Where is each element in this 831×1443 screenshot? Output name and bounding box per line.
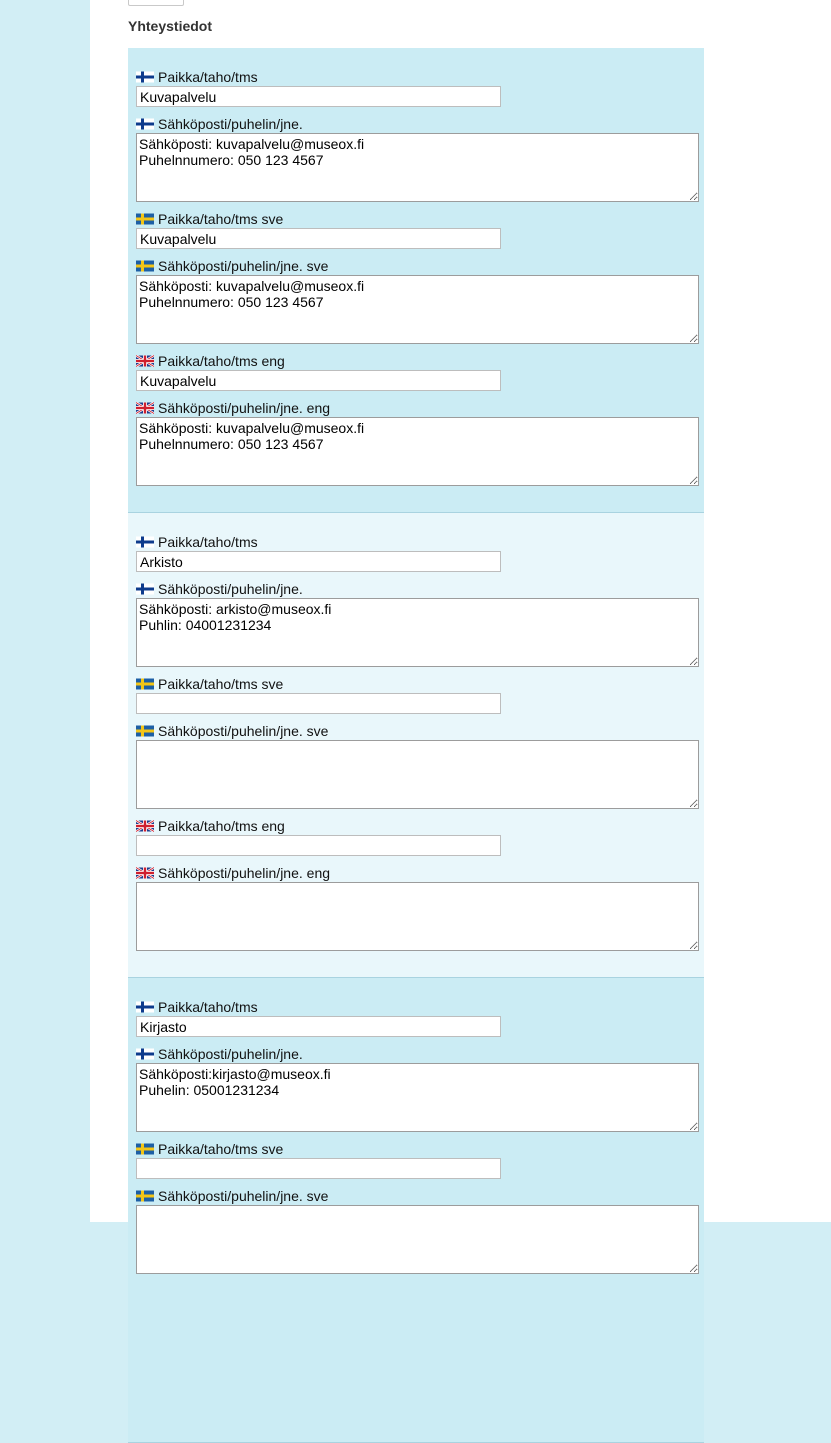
place-input-fi[interactable] (136, 1016, 501, 1037)
contact-group (128, 48, 704, 513)
field-place-sv (136, 1140, 696, 1179)
contact-textarea-en[interactable] (136, 417, 699, 486)
place-input-sv[interactable] (136, 1158, 501, 1179)
field-label: Paikka/taho/tms sve (158, 211, 284, 227)
field-contact-fi (136, 580, 696, 667)
field-label: Sähköposti/puhelin/jne. eng (158, 865, 331, 881)
sweden-flag-icon (136, 725, 154, 737)
place-input-en[interactable] (136, 835, 501, 856)
contact-textarea-sv[interactable] (136, 275, 699, 344)
field-place-fi (136, 998, 696, 1037)
field-place-en (136, 352, 696, 391)
uk-flag-icon (136, 355, 154, 367)
field-label: Paikka/taho/tms (158, 534, 258, 550)
place-input-sv[interactable] (136, 693, 501, 714)
place-input-en[interactable] (136, 370, 501, 391)
field-place-en (136, 817, 696, 856)
uk-flag-icon (136, 402, 154, 414)
sweden-flag-icon (136, 678, 154, 690)
contact-textarea-en[interactable] (136, 882, 699, 951)
sweden-flag-icon (136, 1190, 154, 1202)
field-label: Sähköposti/puhelin/jne. eng (158, 400, 331, 416)
field-place-fi (136, 533, 696, 572)
field-label: Paikka/taho/tms (158, 999, 258, 1015)
contact-group (128, 978, 704, 1443)
finland-flag-icon (136, 71, 154, 83)
contact-group (128, 513, 704, 978)
top-button-stub[interactable] (128, 0, 184, 6)
field-label: Paikka/taho/tms eng (158, 818, 285, 834)
field-label: Sähköposti/puhelin/jne. (158, 1046, 303, 1062)
field-contact-en (136, 399, 696, 486)
field-label: Paikka/taho/tms (158, 69, 258, 85)
contact-textarea-fi[interactable] (136, 598, 699, 667)
field-place-fi (136, 68, 696, 107)
field-contact-en (136, 864, 696, 951)
contact-textarea-sv[interactable] (136, 740, 699, 809)
field-contact-fi (136, 115, 696, 202)
finland-flag-icon (136, 1048, 154, 1060)
finland-flag-icon (136, 1001, 154, 1013)
finland-flag-icon (136, 583, 154, 595)
uk-flag-icon (136, 867, 154, 879)
contact-textarea-sv[interactable] (136, 1205, 699, 1274)
uk-flag-icon (136, 820, 154, 832)
field-place-sv (136, 210, 696, 249)
field-label: Sähköposti/puhelin/jne. sve (158, 723, 329, 739)
sweden-flag-icon (136, 213, 154, 225)
sweden-flag-icon (136, 260, 154, 272)
field-label: Sähköposti/puhelin/jne. (158, 116, 303, 132)
place-input-fi[interactable] (136, 86, 501, 107)
place-input-fi[interactable] (136, 551, 501, 572)
field-contact-sv (136, 722, 696, 809)
field-label: Sähköposti/puhelin/jne. sve (158, 258, 329, 274)
place-input-sv[interactable] (136, 228, 501, 249)
contact-textarea-fi[interactable] (136, 1063, 699, 1132)
field-contact-sv (136, 257, 696, 344)
field-place-sv (136, 675, 696, 714)
field-label: Paikka/taho/tms sve (158, 1141, 284, 1157)
field-label: Sähköposti/puhelin/jne. sve (158, 1188, 329, 1204)
section-title: Yhteystiedot (128, 18, 213, 34)
content-area (90, 0, 831, 1222)
sweden-flag-icon (136, 1143, 154, 1155)
field-contact-fi (136, 1045, 696, 1132)
contact-groups (128, 48, 704, 1443)
finland-flag-icon (136, 118, 154, 130)
field-label: Paikka/taho/tms sve (158, 676, 284, 692)
field-label: Sähköposti/puhelin/jne. (158, 581, 303, 597)
field-contact-sv (136, 1187, 696, 1274)
field-label: Paikka/taho/tms eng (158, 353, 285, 369)
finland-flag-icon (136, 536, 154, 548)
contact-textarea-fi[interactable] (136, 133, 699, 202)
